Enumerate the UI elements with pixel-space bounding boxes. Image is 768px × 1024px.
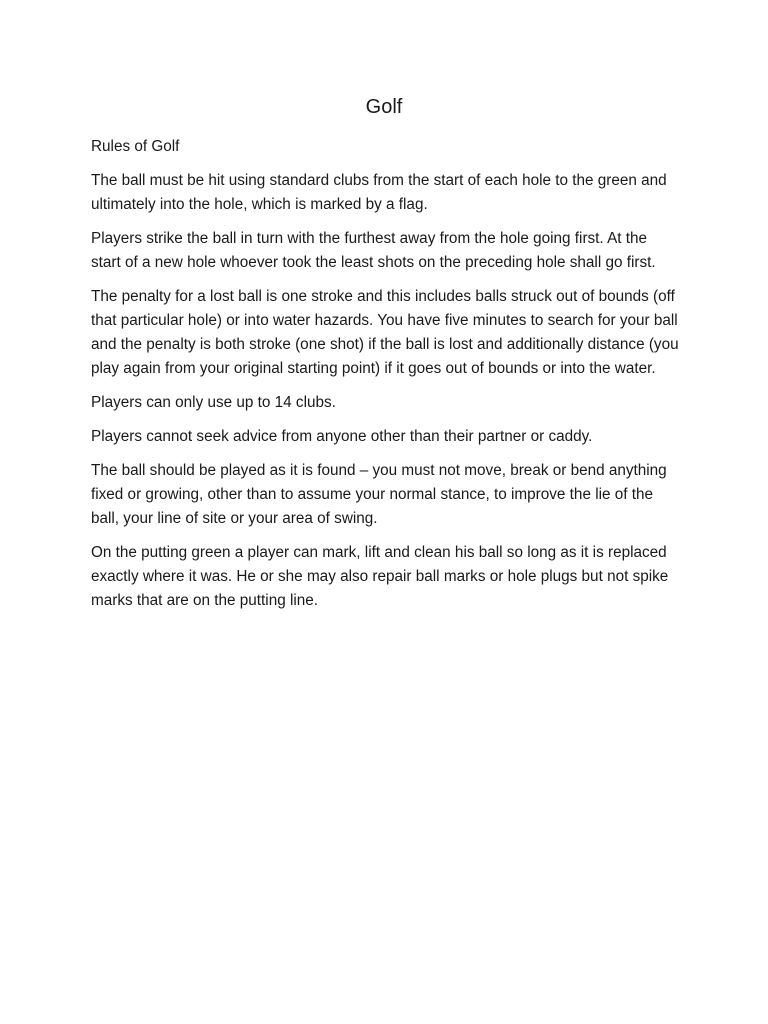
document-subtitle: Rules of Golf: [91, 138, 180, 155]
paragraph-4: Players can only use up to 14 clubs.: [91, 394, 336, 411]
document-title: Golf: [365, 96, 403, 118]
paragraph-7: On the putting green a player can mark, lift and clean his ball so long as it is replaced exactly where it was. He or she may also repair ball marks or hole plugs but not spike marks that are on the putting line.: [91, 544, 669, 609]
paragraph-1: The ball must be hit using standard clubs from the start of each hole to the green and ultimately into the hole, which is marked by a flag.: [91, 172, 667, 213]
paragraph-5: Players cannot seek advice from anyone other than their partner or caddy.: [91, 428, 593, 445]
document-body: [91, 135, 681, 623]
paragraph-6: The ball should be played as it is found – you must not move, break or bend anything fixed or growing, other than to assume your normal stance, to improve the lie of the ball, your line of site or your area of swing.: [91, 462, 667, 527]
paragraph-3: The penalty for a lost ball is one stroke and this includes balls struck out of bounds (off that particular hole) or into water hazards. You have five minutes to search for your ball and the penalty is both stroke (one shot) if the ball is lost and additionally distance (you play again from your original starting point) if it goes out of bounds or into the water.: [91, 288, 679, 377]
paragraph-2: Players strike the ball in turn with the furthest away from the hole going first. At the start of a new hole whoever took the least shots on the preceding hole shall go first.: [91, 230, 656, 271]
